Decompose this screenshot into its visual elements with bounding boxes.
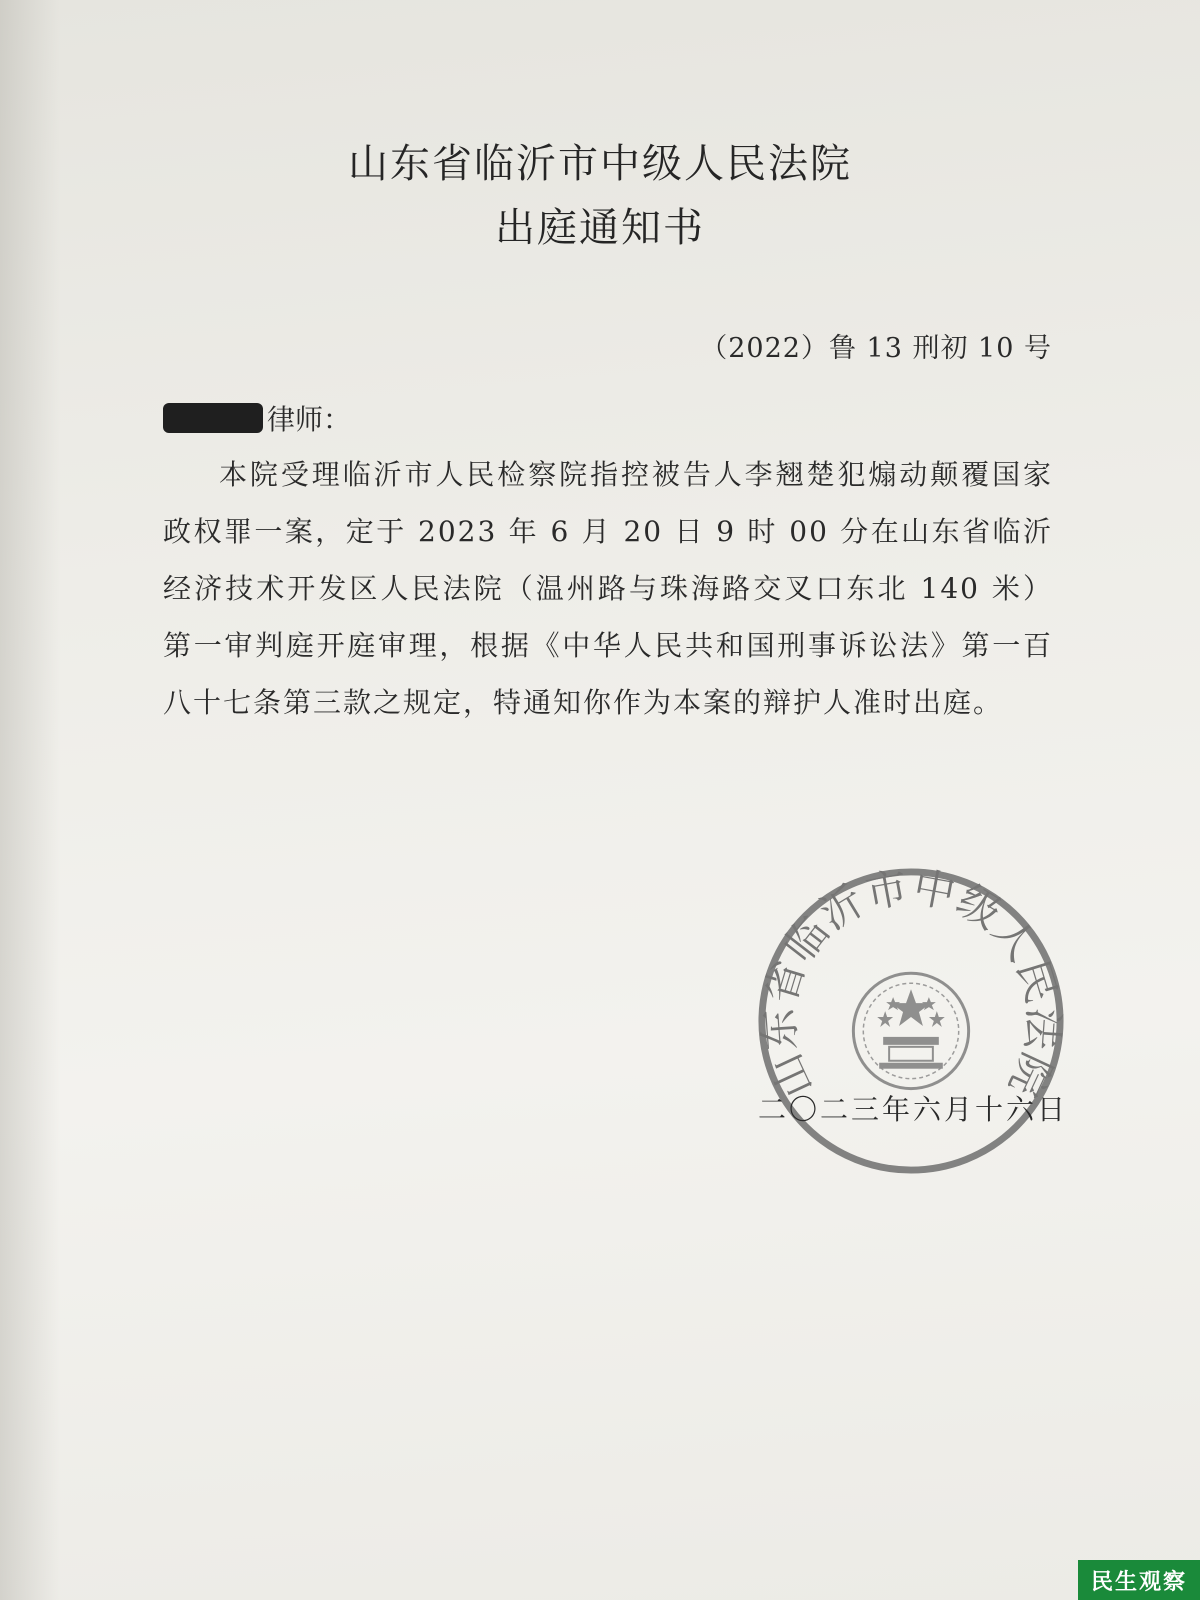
redacted-name bbox=[163, 403, 263, 433]
national-emblem-icon bbox=[853, 973, 968, 1088]
salutation-suffix: 律师： bbox=[267, 403, 352, 436]
court-seal bbox=[752, 862, 1070, 1180]
issue-date: 二〇二三年六月十六日 bbox=[757, 1093, 1068, 1126]
seal-text: 山东省临沂市中级人民法院 bbox=[753, 862, 1069, 1106]
court-name-title: 山东省临沂市中级人民法院 bbox=[348, 141, 852, 187]
salutation bbox=[163, 398, 351, 438]
watermark-logo: 民生观察 bbox=[1078, 1560, 1200, 1600]
notice-title: 出庭通知书 bbox=[495, 205, 705, 251]
notice-body: 本院受理临沂市人民检察院指控被告人李翘楚犯煽动颠覆国家政权罪一案，定于 2023 年 6 月 20 日 9 时 00 分在山东省临沂经济技术开发区人民法院（温州路与珠海路交叉口东北 140 米）第一审判庭开庭审理，根据《中华人民共和国刑事诉讼法》第一百八十七条第三款之规定，特通知你作为本案的辩护人准时出庭。 bbox=[163, 458, 1053, 719]
case-number: （2022）鲁 13 刑初 10 号 bbox=[700, 333, 1052, 364]
